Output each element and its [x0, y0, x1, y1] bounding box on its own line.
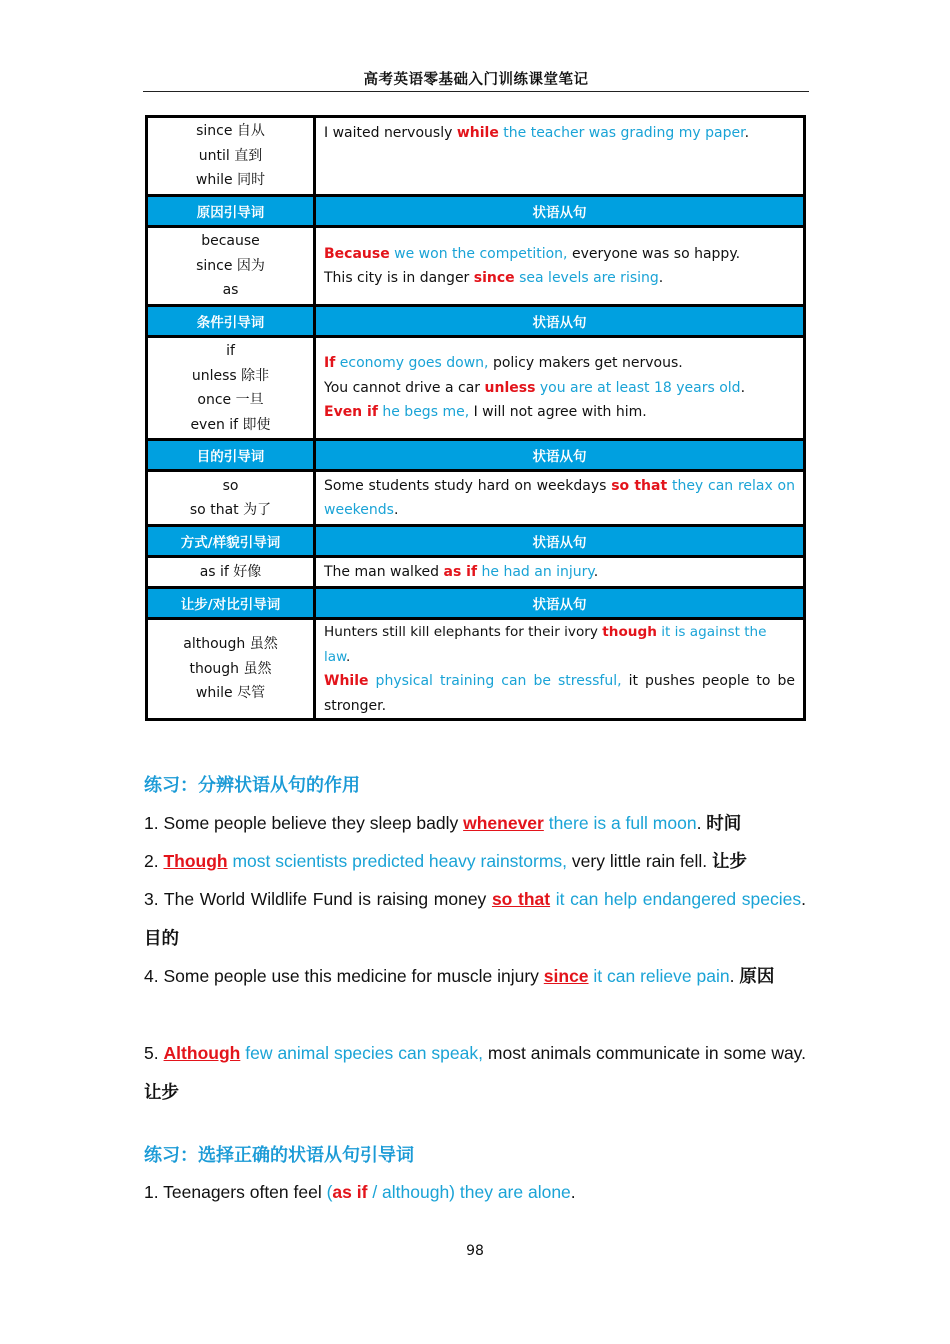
table-row [147, 337, 805, 440]
header-cell-left: 目的引导词 [147, 440, 315, 471]
exercise-item-5: 5. Although few animal species can speak, most animals communicate in some way. 让步 [144, 1043, 806, 1103]
exercise-item-1: 1. Some people believe they sleep badly whenever there is a full moon. 时间 [144, 813, 742, 834]
header-cell-left: 原因引导词 [147, 196, 315, 227]
table-row [147, 471, 805, 526]
table-header-row [147, 588, 805, 619]
conjunction-cell: so so that 为了 [147, 471, 315, 526]
header-cell-left: 方式/样貌引导词 [147, 526, 315, 557]
example-cell: I waited nervously while the teacher was grading my paper. [315, 117, 805, 196]
section-title: 练习：分辨状语从句的作用 [144, 775, 360, 796]
example-cell: Some students study hard on weekdays so that they can relax on weekends. [315, 471, 805, 526]
table-row [147, 117, 805, 196]
conjunction-cell: since 自从 until 直到 while 同时 [147, 117, 315, 196]
header-divider [143, 91, 809, 92]
table-header-row [147, 526, 805, 557]
section-title: 练习：选择正确的状语从句引导词 [144, 1145, 414, 1166]
exercise-item-3: 3. The World Wildlife Fund is raising money so that it can help endangered species. 目的 [144, 889, 806, 949]
conjunction-cell: although 虽然 though 虽然 while 尽管 [147, 619, 315, 720]
header-cell-right: 状语从句 [315, 526, 805, 557]
header-cell-left: 条件引导词 [147, 306, 315, 337]
example-cell: The man walked as if he had an injury. [315, 557, 805, 588]
conjunction-cell: if unless 除非 once 一旦 even if 即使 [147, 337, 315, 440]
example-cell: Because we won the competition, everyone was so happy. This city is in danger since sea levels are rising. [315, 227, 805, 306]
page-header: 高考英语零基础入门训练课堂笔记 [363, 72, 589, 88]
header-cell-right: 状语从句 [315, 588, 805, 619]
table-row [147, 557, 805, 588]
header-cell-right: 状语从句 [315, 440, 805, 471]
table-header-row [147, 306, 805, 337]
exercise-item-2: 2. Though most scientists predicted heavy rainstorms, very little rain fell. 让步 [144, 851, 747, 872]
adverbial-clause-table [145, 115, 806, 721]
table-row [147, 619, 805, 720]
table-row [147, 227, 805, 306]
conjunction-cell: because since 因为 as [147, 227, 315, 306]
exercise-item-4: 4. Some people use this medicine for muscle injury since it can relieve pain. 原因 [144, 966, 775, 987]
exercise-item-choice-1: 1. Teenagers often feel (as if / although) they are alone. [144, 1182, 576, 1202]
header-cell-right: 状语从句 [315, 306, 805, 337]
table-header-row [147, 440, 805, 471]
header-cell-left: 让步/对比引导词 [147, 588, 315, 619]
page-number: 98 [466, 1243, 484, 1259]
example-cell: Hunters still kill elephants for their ivory though it is against the law. While physical training can be stressful, it pushes people to be stronger. [315, 619, 805, 720]
header-cell-right: 状语从句 [315, 196, 805, 227]
table-header-row [147, 196, 805, 227]
conjunction-cell: as if 好像 [147, 557, 315, 588]
example-cell: If economy goes down, policy makers get nervous. You cannot drive a car unless you are at least 18 years old. Even if he begs me, I will not agree with him. [315, 337, 805, 440]
